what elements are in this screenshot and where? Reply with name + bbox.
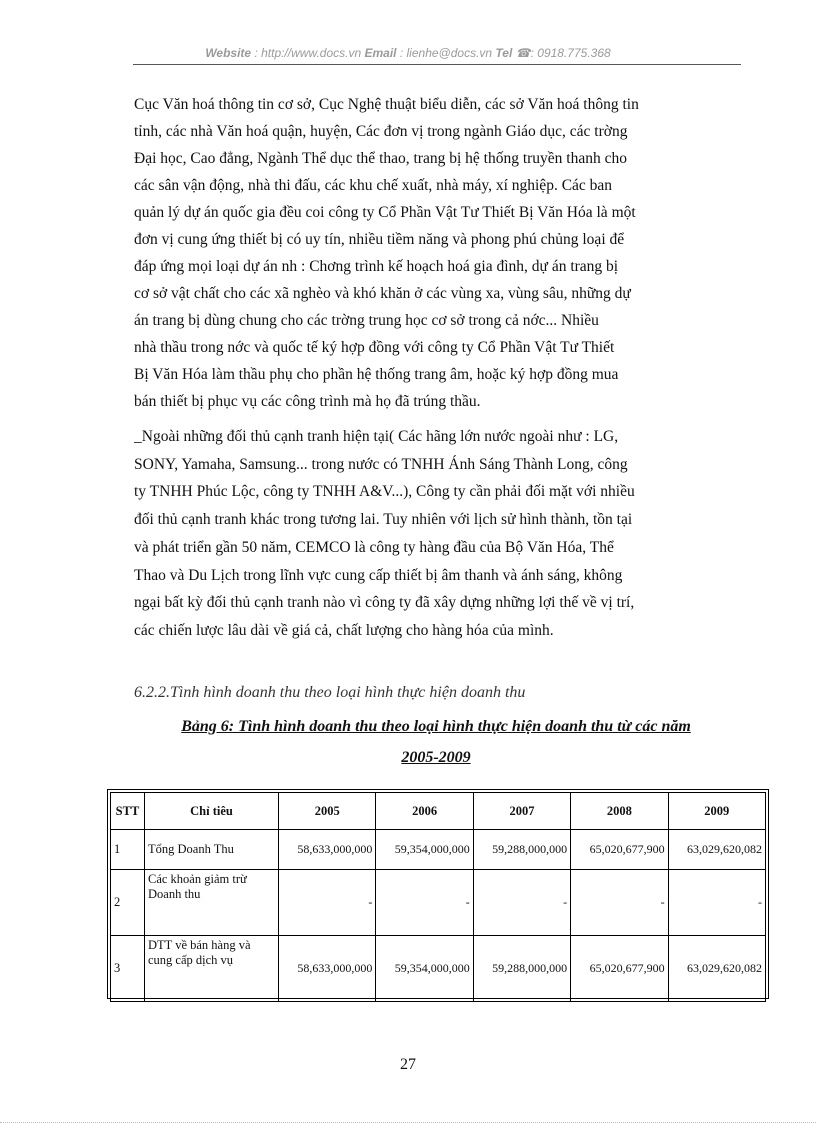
column-header: 2007 bbox=[473, 793, 570, 830]
column-header: 2005 bbox=[279, 793, 376, 830]
cell-value: - bbox=[376, 870, 473, 936]
table-header-row bbox=[111, 793, 766, 830]
row-label: DTT về bán hàng và cung cấp dịch vụ bbox=[145, 936, 279, 1002]
text-line: và phát triển gần 50 năm, CEMCO là công ty hàng đầu của Bộ Văn Hóa, Thể bbox=[134, 538, 614, 556]
cell-value: 58,633,000,000 bbox=[279, 830, 376, 870]
text-line: các chiến lược lâu dài về giá cả, chất lượng cho hàng hóa của mình. bbox=[134, 621, 554, 639]
text-line: ty TNHH Phúc Lộc, công ty TNHH A&V...), Công ty cần phải đối mặt với nhiều bbox=[134, 483, 635, 501]
cell-value: - bbox=[473, 870, 570, 936]
cell-value: 63,029,620,082 bbox=[668, 936, 765, 1002]
column-header: 2008 bbox=[571, 793, 668, 830]
text-line: đáp ứng mọi loại dự án nh : Chơng trình kế hoạch hoá gia đình, dự án trang bị bbox=[134, 258, 619, 275]
tel-value: ☎: 0918.775.368 bbox=[512, 46, 611, 60]
text-line: Bị Văn Hóa làm thầu phụ cho phần hệ thống trang âm, hoặc ký hợp đồng mua bbox=[134, 366, 619, 383]
text-line: Thao và Du Lịch trong lĩnh vực cung cấp thiết bị âm thanh và ánh sáng, không bbox=[134, 566, 623, 584]
cell-value: 65,020,677,900 bbox=[571, 830, 668, 870]
revenue-table-frame bbox=[107, 789, 769, 999]
cell-value: - bbox=[279, 870, 376, 936]
website-label: Website bbox=[205, 46, 252, 60]
text-line: _Ngoài những đối thủ cạnh tranh hiện tại( Các hãng lớn nước ngoài như : LG, bbox=[134, 428, 619, 445]
text-line: cơ sở vật chất cho các xã nghèo và khó khăn ở các vùng xa, vùng sâu, những dự bbox=[134, 285, 631, 302]
cell-value: 59,354,000,000 bbox=[376, 830, 473, 870]
table-row bbox=[111, 936, 766, 1002]
text-line: Cục Văn hoá thông tin cơ sở, Cục Nghệ thuật biểu diễn, các sở Văn hoá thông tin bbox=[134, 96, 639, 113]
table-row bbox=[111, 870, 766, 936]
row-number: 1 bbox=[111, 830, 145, 870]
cell-value: 59,288,000,000 bbox=[473, 936, 570, 1002]
table-caption: Bảng 6: Tình hình doanh thu theo loại hình thực hiện doanh thu từ các năm bbox=[181, 718, 691, 735]
table-row bbox=[111, 830, 766, 870]
text-line: án trang bị dùng chung cho các trờng trung học cơ sở trong cả nớc... Nhiều bbox=[134, 312, 599, 329]
row-number: 3 bbox=[111, 936, 145, 1002]
text-line: Đại học, Cao đẳng, Ngành Thể dục thể thao, trang bị hệ thống truyền thanh cho bbox=[134, 150, 628, 167]
page-number: 27 bbox=[400, 1056, 416, 1073]
paragraph-competitors bbox=[134, 423, 738, 645]
row-label: Tổng Doanh Thu bbox=[145, 830, 279, 870]
cell-value: - bbox=[571, 870, 668, 936]
text-line: tỉnh, các nhà Văn hoá quận, huyện, Các đơn vị trong ngành Giáo dục, các trờng bbox=[134, 123, 628, 140]
header-divider bbox=[133, 64, 741, 65]
tel-label: Tel bbox=[495, 46, 513, 60]
text-line: bán thiết bị phục vụ các công trình mà họ đã trúng thầu. bbox=[134, 393, 481, 410]
cell-value: 58,633,000,000 bbox=[279, 936, 376, 1002]
column-header: 2006 bbox=[376, 793, 473, 830]
section-subheading: 6.2.2.Tình hình doanh thu theo loại hình thực hiện doanh thu bbox=[134, 684, 526, 701]
table-caption-years: 2005-2009 bbox=[401, 749, 471, 766]
page-header bbox=[0, 46, 816, 60]
row-number: 2 bbox=[111, 870, 145, 936]
cell-value: 65,020,677,900 bbox=[571, 936, 668, 1002]
email-value: : lienhe@docs.vn bbox=[396, 46, 496, 60]
paragraph-customers bbox=[134, 91, 738, 415]
website-value: : http://www.docs.vn bbox=[251, 46, 365, 60]
text-line: ngại bất kỳ đối thủ cạnh tranh nào vì công ty đã xây dựng những lợi thế về vị trí, bbox=[134, 594, 635, 612]
column-header: 2009 bbox=[668, 793, 765, 830]
text-line: đơn vị cung ứng thiết bị có uy tín, nhiều tiềm năng và phong phú chủng loại để bbox=[134, 231, 625, 248]
text-line: đối thủ cạnh tranh khác trong tương lai. Tuy nhiên với lịch sử hình thành, tồn tại bbox=[134, 511, 633, 529]
column-header: STT bbox=[111, 793, 145, 830]
cell-value: 63,029,620,082 bbox=[668, 830, 765, 870]
text-line: nhà thầu trong nớc và quốc tế ký hợp đồng với công ty Cổ Phần Vật Tư Thiết bbox=[134, 339, 615, 356]
text-line: các sân vận động, nhà thi đấu, các khu chế xuất, nhà máy, xí nghiệp. Các ban bbox=[134, 177, 613, 194]
column-header: Chỉ tiêu bbox=[145, 793, 279, 830]
text-line: quản lý dự án quốc gia đều coi công ty Cổ Phần Vật Tư Thiết Bị Văn Hóa là một bbox=[134, 204, 636, 221]
text-line: SONY, Yamaha, Samsung... trong nước có TNHH Ánh Sáng Thành Long, công bbox=[134, 455, 628, 473]
email-label: Email bbox=[364, 46, 397, 60]
cell-value: 59,354,000,000 bbox=[376, 936, 473, 1002]
cell-value: 59,288,000,000 bbox=[473, 830, 570, 870]
row-label: Các khoản giảm trừ Doanh thu bbox=[145, 870, 279, 936]
cell-value: - bbox=[668, 870, 765, 936]
revenue-table bbox=[110, 792, 766, 1002]
